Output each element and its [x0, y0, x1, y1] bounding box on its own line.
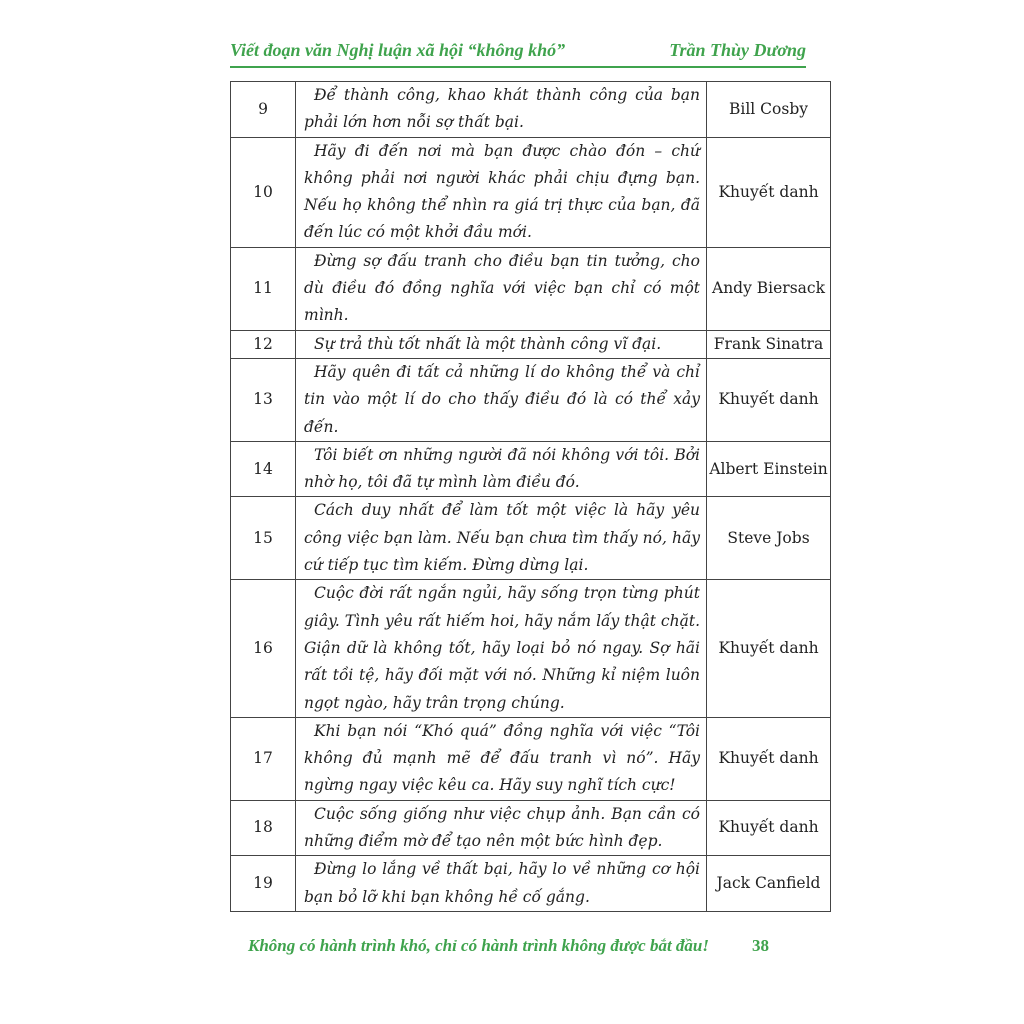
- table-row: [231, 856, 831, 912]
- row-number: 12: [231, 330, 296, 358]
- table-row: [231, 441, 831, 497]
- quotes-table: [230, 81, 831, 912]
- row-quote: Tôi biết ơn những người đã nói không với tôi. Bởi nhờ họ, tôi đã tự mình làm điều đó.: [296, 441, 707, 497]
- row-author: Khuyết danh: [707, 358, 831, 441]
- row-quote: Cuộc đời rất ngắn ngủi, hãy sống trọn từng phút giây. Tình yêu rất hiếm hoi, hãy nắm lấy thật chặt. Giận dữ là không tốt, hãy loại bỏ nó ngay. Sợ hãi rất tồi tệ, hãy đối mặt với nó. Những kỉ niệm luôn ngọt ngào, hãy trân trọng chúng.: [296, 580, 707, 717]
- row-quote: Hãy đi đến nơi mà bạn được chào đón – chứ không phải nơi người khác phải chịu đựng bạn. Nếu họ không thể nhìn ra giá trị thực của bạn, đã đến lúc có một khởi đầu mới.: [296, 137, 707, 247]
- table-row: [231, 580, 831, 717]
- row-number: 10: [231, 137, 296, 247]
- row-author: Khuyết danh: [707, 800, 831, 856]
- row-number: 9: [231, 82, 296, 138]
- table-row: [231, 800, 831, 856]
- page-header: [230, 38, 806, 68]
- row-number: 17: [231, 717, 296, 800]
- row-quote: Hãy quên đi tất cả những lí do không thể và chỉ tin vào một lí do cho thấy điều đó là có thể xảy đến.: [296, 358, 707, 441]
- table-row: [231, 497, 831, 580]
- header-author: Trần Thùy Dương: [669, 40, 806, 60]
- row-number: 13: [231, 358, 296, 441]
- row-quote: Đừng lo lắng về thất bại, hãy lo về những cơ hội bạn bỏ lỡ khi bạn không hề cố gắng.: [296, 856, 707, 912]
- row-quote: Khi bạn nói “Khó quá” đồng nghĩa với việc “Tôi không đủ mạnh mẽ để đấu tranh vì nó”. Hãy ngừng ngay việc kêu ca. Hãy suy nghĩ tích cực!: [296, 717, 707, 800]
- row-author: Andy Biersack: [707, 247, 831, 330]
- row-quote: Cuộc sống giống như việc chụp ảnh. Bạn cần có những điểm mờ để tạo nên một bức hình đẹp.: [296, 800, 707, 856]
- row-number: 16: [231, 580, 296, 717]
- quotes-table-body: [231, 82, 831, 912]
- row-quote: Sự trả thù tốt nhất là một thành công vĩ đại.: [296, 330, 707, 358]
- row-author: Khuyết danh: [707, 137, 831, 247]
- table-row: [231, 247, 831, 330]
- row-author: Jack Canfield: [707, 856, 831, 912]
- row-number: 11: [231, 247, 296, 330]
- row-author: Khuyết danh: [707, 580, 831, 717]
- table-row: [231, 717, 831, 800]
- table-row: [231, 137, 831, 247]
- row-quote: Để thành công, khao khát thành công của bạn phải lớn hơn nỗi sợ thất bại.: [296, 82, 707, 138]
- row-number: 19: [231, 856, 296, 912]
- row-author: Steve Jobs: [707, 497, 831, 580]
- row-quote: Đừng sợ đấu tranh cho điều bạn tin tưởng, cho dù điều đó đồng nghĩa với việc bạn chỉ có một mình.: [296, 247, 707, 330]
- header-title: Viết đoạn văn Nghị luận xã hội “không khó”: [230, 40, 566, 60]
- row-author: Frank Sinatra: [707, 330, 831, 358]
- row-number: 18: [231, 800, 296, 856]
- footer-motto: Không có hành trình khó, chỉ có hành trình không được bắt đầu!: [248, 936, 709, 955]
- table-row: [231, 330, 831, 358]
- row-number: 14: [231, 441, 296, 497]
- table-row: [231, 358, 831, 441]
- row-author: Khuyết danh: [707, 717, 831, 800]
- page-footer: [0, 936, 1024, 960]
- row-number: 15: [231, 497, 296, 580]
- page-number: 38: [752, 936, 769, 955]
- row-quote: Cách duy nhất để làm tốt một việc là hãy yêu công việc bạn làm. Nếu bạn chưa tìm thấy nó, hãy cứ tiếp tục tìm kiếm. Đừng dừng lại.: [296, 497, 707, 580]
- row-author: Bill Cosby: [707, 82, 831, 138]
- table-row: [231, 82, 831, 138]
- row-author: Albert Einstein: [707, 441, 831, 497]
